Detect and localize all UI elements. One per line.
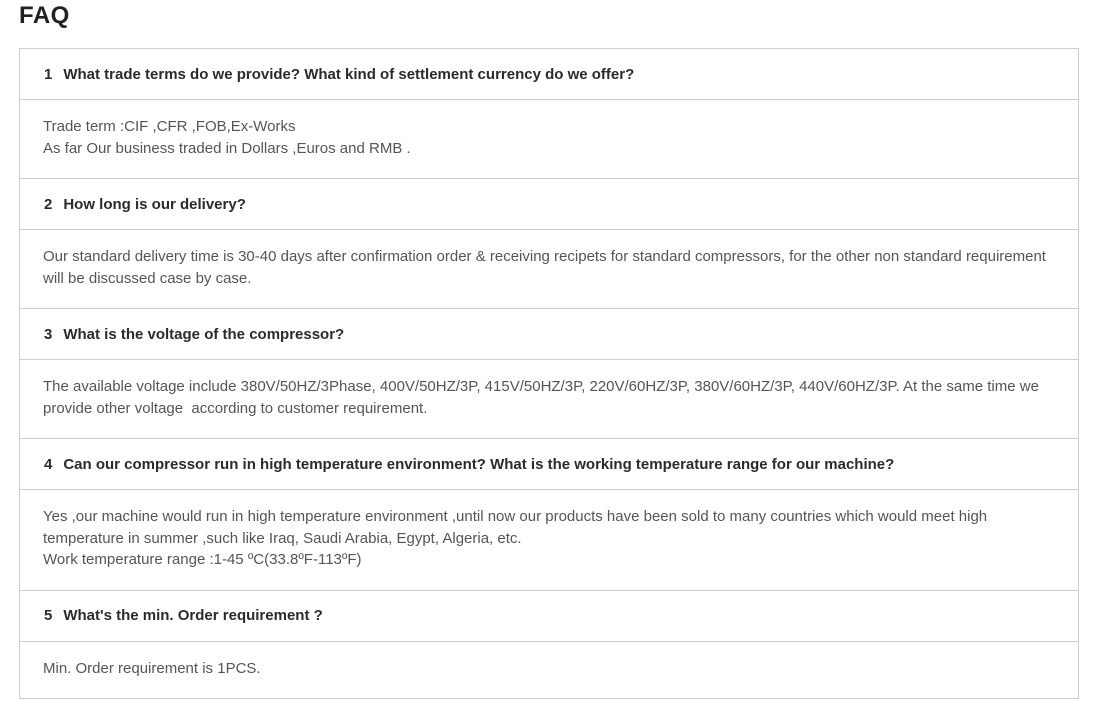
faq-question-number: 3: [44, 325, 53, 343]
faq-answer-line: Yes ,our machine would run in high temperature environment ,until now our products have been sold to many countries which would meet high temperature in summer ,such like Iraq, Saudi Arabia, Egypt, Algeria, etc.: [43, 508, 992, 547]
faq-list: [19, 48, 1079, 699]
faq-answer-row: [20, 100, 1078, 179]
faq-answer-line: Min. Order requirement is 1PCS.: [43, 659, 261, 677]
faq-answer-row: [20, 642, 1078, 699]
faq-question-number: 4: [44, 455, 53, 473]
faq-question-text: What's the min. Order requirement ?: [63, 607, 323, 624]
faq-question-text: What is the voltage of the compressor?: [63, 325, 345, 343]
faq-answer-row: [20, 360, 1078, 439]
page-title: FAQ: [19, 2, 70, 29]
faq-question-text: Can our compressor run in high temperature environment? What is the working temperature range for our machine?: [63, 455, 895, 473]
faq-question-number: 1: [44, 65, 53, 83]
faq-question-row: [20, 49, 1078, 100]
faq-answer-line: The available voltage include 380V/50HZ/3Phase, 400V/50HZ/3P, 415V/50HZ/3P, 220V/60HZ/3P, 380V/60HZ/3P, 440V/60HZ/3P. At the same time we provide other voltage according to customer requirement.: [43, 378, 1044, 417]
faq-answer-line: Trade term :CIF ,CFR ,FOB,Ex-Works: [43, 118, 296, 135]
faq-answer-row: [20, 230, 1078, 309]
faq-answer-row: [20, 490, 1078, 591]
faq-answer-line: Our standard delivery time is 30-40 days after confirmation order & receiving recipets for standard compressors, for the other non standard requirement will be discussed case by case.: [43, 248, 1051, 287]
faq-answer-line: As far Our business traded in Dollars ,Euros and RMB .: [43, 139, 411, 157]
faq-question-row: [20, 309, 1078, 360]
faq-question-number: 2: [44, 195, 53, 213]
faq-question-text: How long is our delivery?: [63, 195, 246, 213]
faq-question-number: 5: [44, 607, 53, 624]
faq-answer-line: Work temperature range :1-45 ºC(33.8ºF-113ºF): [43, 551, 362, 568]
faq-question-row: [20, 591, 1078, 642]
faq-question-text: What trade terms do we provide? What kind of settlement currency do we offer?: [63, 65, 635, 83]
faq-question-row: [20, 439, 1078, 490]
faq-question-row: [20, 179, 1078, 230]
